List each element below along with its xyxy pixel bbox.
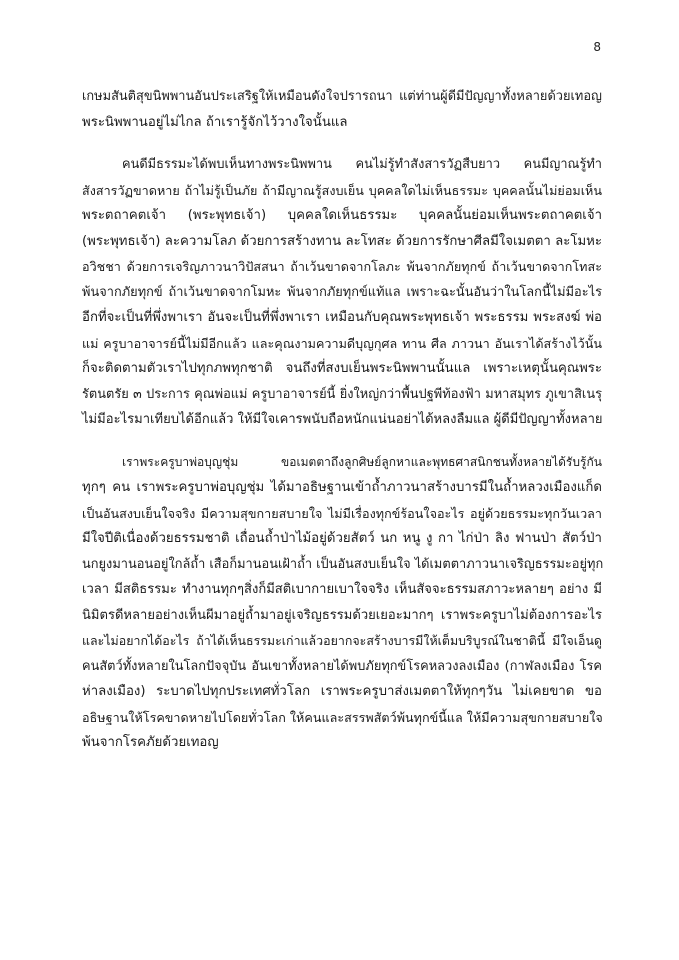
paragraph-2	[82, 152, 602, 433]
text-line: สังสารวัฏขาดหาย ถ้าไม่รู้เป็นภัย ถ้ามีญาณรู้สงบเย็น บุคคลใดไม่เห็นธรรมะ บุคคลนั้นไม่ย่อมเห็น	[82, 182, 602, 198]
paragraph-1	[82, 84, 602, 135]
text-line: เราพระครูบาพ่อบุญชุ่ม ขอเมตตาถึงลูกศิษย์ลูกหาและพุทธศาสนิกชนทั้งหลายได้รับรู้กัน	[122, 454, 602, 469]
text-line: เป็นอันสงบเย็นใจจริง มีความสุขกายสบายใจ ไม่มีเรื่องทุกข์ร้อนใจอะไร อยู่ด้วยธรรมะทุกวันเวลา	[82, 505, 602, 521]
text-line: คนดีมีธรรมะได้พบเห็นทางพระนิพพาน คนไม่รู้ทำสังสารวัฏสืบยาว คนมีญาณรู้ทำ	[122, 157, 602, 172]
page-number: 8	[593, 40, 601, 54]
text-line: เวลา มีสติธรรมะ ทำงานทุกๆสิ่งก็มีสติเบากายเบาใจจริง เห็นสัจจะธรรมสภาวะหลายๆ อย่าง มี	[82, 582, 602, 597]
text-line: นกยูงมานอนอยู่ใกล้ถ้ำ เสือก็มานอนเฝ้าถ้ำ เป็นอันสงบเย็นใจ ได้เมตตาภาวนาเจริญธรรมะอยู่ทุก	[82, 556, 604, 572]
text-line: (พระพุทธเจ้า) ละความโลภ ด้วยการสร้างทาน ละโทสะ ด้วยการรักษาศีลมีใจเมตตา ละโมหะ	[82, 233, 602, 249]
text-line: นิมิตรดีหลายอย่างเห็นผีมาอยู่ถ้ำมาอยู่เจริญธรรมด้วยเยอะมากๆ เราพระครูบาไม่ต้องการอะไร	[82, 607, 602, 623]
text-line: มีใจปีติเนื่องด้วยธรรมชาติ เถื่อนถ้ำป่าไม้อยู่ด้วยสัตว์ นก หนู งู กา ไก่ป่า ลิง ฟานป่า สัตว์ป่า	[82, 531, 602, 546]
text-line: คนสัตว์ทั้งหลายในโลกปัจจุบัน อันเขาทั้งหลายได้พบภัยทุกข์โรคหลวงลงเมือง (กาฬลงเมือง โรค	[82, 658, 602, 674]
text-line: อธิษฐานให้โรคขาดหายไปโดยทั่วโลก ให้คนและสรรพสัตว์พ้นทุกข์นี้แล ให้มีความสุขกายสบายใจ	[82, 709, 603, 725]
text-line: ก็จะติดตามตัวเราไปทุกภพทุกชาติ จนถึงที่สงบเย็นพระนิพพานนั้นแล เพราะเหตุนั้นคุณพระ	[82, 361, 602, 376]
text-line: เกษมสันติสุขนิพพานอันประเสริฐให้เหมือนดังใจปรารถนา แต่ท่านผู้ดีมีปัญญาทั้งหลายด้วยเทอญ	[82, 89, 602, 104]
text-line: และไม่อยากได้อะไร ถ้าได้เห็นธรรมะเก่าแล้วอยากจะสร้างบารมีให้เต็มบริบูรณ์ในชาตินี้ มีใจเอ็นดู	[82, 633, 602, 648]
text-line: แม่ ครูบาอาจารย์นี้ไม่มีอีกแล้ว และคุณงามความดีบุญกุศล ทาน ศีล ภาวนา อันเราได้สร้างไว้นั้น	[82, 335, 602, 351]
text-line: ไม่มีอะไรมาเทียบได้อีกแล้ว ให้มีใจเคารพนับถือหนักแน่นอย่าได้หลงลืมแล ผู้ดีมีปัญญาทั้งหลาย	[82, 412, 603, 427]
paragraph-3	[82, 450, 602, 756]
document-body	[82, 84, 602, 756]
text-line: ห่าลงเมือง) ระบาดไปทุกประเทศทั่วโลก เราพระครูบาส่งเมตตาให้ทุกๆวัน ไม่เคยขาด ขอ	[82, 684, 602, 699]
text-line: รัตนตรัย ๓ ประการ คุณพ่อแม่ ครูบาอาจารย์นี้ ยิ่งใหญ่กว่าพื้นปฐพีท้องฟ้า มหาสมุทร ภูเขาสิเนรุ	[82, 386, 602, 402]
text-line: พ้นจากภัยทุกข์ ถ้าเว้นขาดจากโมหะ พ้นจากภัยทุกข์แท้แล เพราะฉะนั้นอันว่าในโลกนี้ไม่มีอะไร	[82, 284, 602, 300]
text-line: อีกที่จะเป็นที่พึ่งพาเรา อันจะเป็นที่พึ่งพาเรา เหมือนกับคุณพระพุทธเจ้า พระธรรม พระสงฆ์ พ่อ	[82, 310, 602, 325]
text-line: ทุกๆ คน เราพระครูบาพ่อบุญชุ่ม ได้มาอธิษฐานเข้าถ้ำภาวนาสร้างบารมีในถ้ำหลวงเมืองแก็ด	[82, 480, 602, 495]
text-line: พ้นจากโรคภัยด้วยเทอญ	[82, 735, 219, 750]
text-line: พระนิพพานอยู่ไม่ไกล ถ้าเรารู้จักไว้วางใจนั้นแล	[82, 114, 348, 130]
text-line: พระตถาคตเจ้า (พระพุทธเจ้า) บุคคลใดเห็นธรรมะ บุคคลนั้นย่อมเห็นพระตถาคตเจ้า	[82, 208, 602, 223]
text-line: อวิชชา ด้วยการเจริญภาวนาวิปัสสนา ถ้าเว้นขาดจากโลภะ พ้นจากภัยทุกข์ ถ้าเว้นขาดจากโทสะ	[82, 259, 602, 274]
